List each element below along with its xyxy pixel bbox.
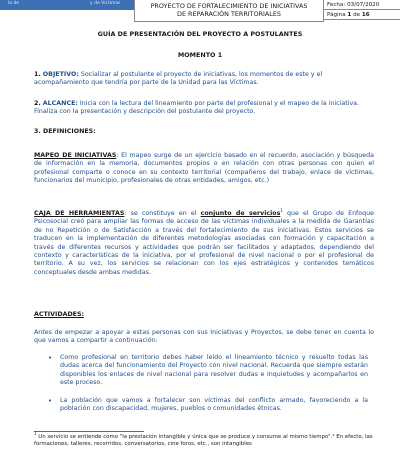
section-scope: 2. ALCANCE: Inicia con la lectura del lineamiento por parte del profesional y el mapeo de la iniciativa. Finaliza con la presentación y descripción del postulante del proyecto. (34, 100, 360, 116)
section-objective: 1. OBJETIVO: Socializar al postulante el proyecto de iniciativas, los momentos de este y el acompañamiento que tendría por parte de la Unidad para las Víctimas. (34, 71, 323, 87)
document-title: GUÍA DE PRESENTACIÓN DEL PROYECTO A POSTULANTES (97, 30, 303, 38)
scope-label: ALCANCE: (42, 100, 78, 107)
header-title (134, 0, 324, 22)
header-meta (324, 0, 400, 22)
caja-label: CAJA DE HERRAMIENTAS (34, 210, 125, 217)
header-page-number: Página 1 de 16 (324, 10, 400, 20)
page-header (0, 0, 400, 23)
header-date: Fecha: 03/07/2020 (324, 0, 400, 10)
mapeo-label: MAPEO DE INICIATIVAS (34, 152, 117, 159)
footnote-ref[interactable]: 1 (280, 207, 283, 213)
header-title-line1: PROYECTO DE FORTALECIMIENTO DE INICIATIVAS (150, 2, 308, 10)
mapeo-text: : El mapeo surge de un ejercicio basado en el recuerdo, asociación y búsqueda de información en la memoria, documentos propios o en relación con otras personas con quien el profesional comparte o conoce en su contexto territorial (compañeros del trabajo, enlace de víctimas, funcionarios del municipio, profesionales de otras entidades, amigos, etc.) (34, 152, 374, 185)
footnote-text: Un servicio se entiende como "la prestación intangible y única que se produce y consume al mismo tiempo".¹ En efecto, las formaciones, talleres, recorridos, conversatorios, cine foros, etc., son intangibles (34, 434, 373, 447)
bullet-icon: • (48, 397, 53, 405)
objective-label: OBJETIVO: (42, 71, 79, 78)
institution-logo (0, 0, 134, 10)
bullet-icon: • (48, 354, 53, 362)
scope-text: Inicia con la lectura del lineamiento por parte del profesional y el mapeo de la iniciativa. Finaliza con la presentación y descripción del postulante del proyecto. (34, 100, 360, 116)
footnote: $^1$ Un servicio se entiende como "la prestación intangible y única que se produce y consume al mismo tiempo".¹ En efecto, las formaciones, talleres, recorridos, conversatorios, cine foros, etc., son intangibles (34, 431, 373, 447)
moment-heading: MOMENTO 1 (177, 51, 223, 59)
activities-intro: Antes de empezar a apoyar a estas personas con sus Iniciativas y Proyectos, se debe tener en cuenta lo que vamos a compartir a continuación: (34, 329, 374, 345)
bullet-item-1: Como profesional en territorio debes haber leído el lineamiento técnico y resuelto todas las dudas acerca del funcionamiento del Proyecto con nivel nacional. Recuerda que siempre estarán disponibles los enlaces de nivel nacional para resolver dudas e inquietudes y acompañarlos en este proceso. (60, 354, 368, 387)
activities-heading: ACTIVIDADES: (34, 311, 85, 318)
footnote-divider (34, 431, 144, 432)
definition-mapeo (34, 152, 374, 186)
definition-caja: CAJA DE HERRAMIENTAS: se constituye en el conjunto de servicios$^1$ que el Grupo de Enfoque Psicosocial creó para ampliar las formas de acceso de las víctimas individuales a la medida de Garantías de no Repetición o de Satisfacción a través del fortalecimiento de sus iniciativas. Estos servicios se traducen en la implementación de diferentes metodologías asociadas con formación y capacitación a través de diferentes recursos y actividades que podrán ser facilitados y adaptados, dependiendo del contexto y características de la iniciativa, por el profesional de nivel nacional o por el profesional de territorio. A su vez, los servicios se relacionan con los ejes estratégicos y contenidos temáticos conceptuales desde ambas medidas. (34, 207, 374, 276)
objective-text: Socializar al postulante el proyecto de iniciativas, los momentos de este y el acompañamiento que tendría por parte de la Unidad para las Víctimas. (34, 71, 323, 87)
logo-text-left: la de (8, 1, 20, 6)
header-title-line2: DE REPARACIÓN TERRITORIALES (177, 10, 281, 18)
caja-bold-term: conjunto de servicios (200, 210, 281, 217)
caja-text: que el Grupo de Enfoque Psicosocial creó para ampliar las formas de acceso de las víctimas individuales a la medida de Garantías de no Repetición o de Satisfacción a través del fortalecimiento de sus iniciativas. Estos servicios se traducen en la implementación de diferentes metodologías asociadas con formación y capacitación a través de diferentes recursos y actividades que podrán ser facilitados y adaptados, dependiendo del contexto y características de la iniciativa, por el profesional de nivel nacional o por el profesional de territorio. A su vez, los servicios se relacionan con los ejes estratégicos y contenidos temáticos conceptuales desde ambas medidas. (34, 210, 374, 276)
definitions-heading: 3. DEFINICIONES: (34, 128, 96, 135)
logo-text-right: y de Víctimas (90, 1, 121, 6)
bullet-item-2: La población que vamos a fortalecer son víctimas del conflicto armado, favoreciendo a la población con discapacidad, mujeres, pueblos o comunidades étnicas. (60, 397, 368, 413)
